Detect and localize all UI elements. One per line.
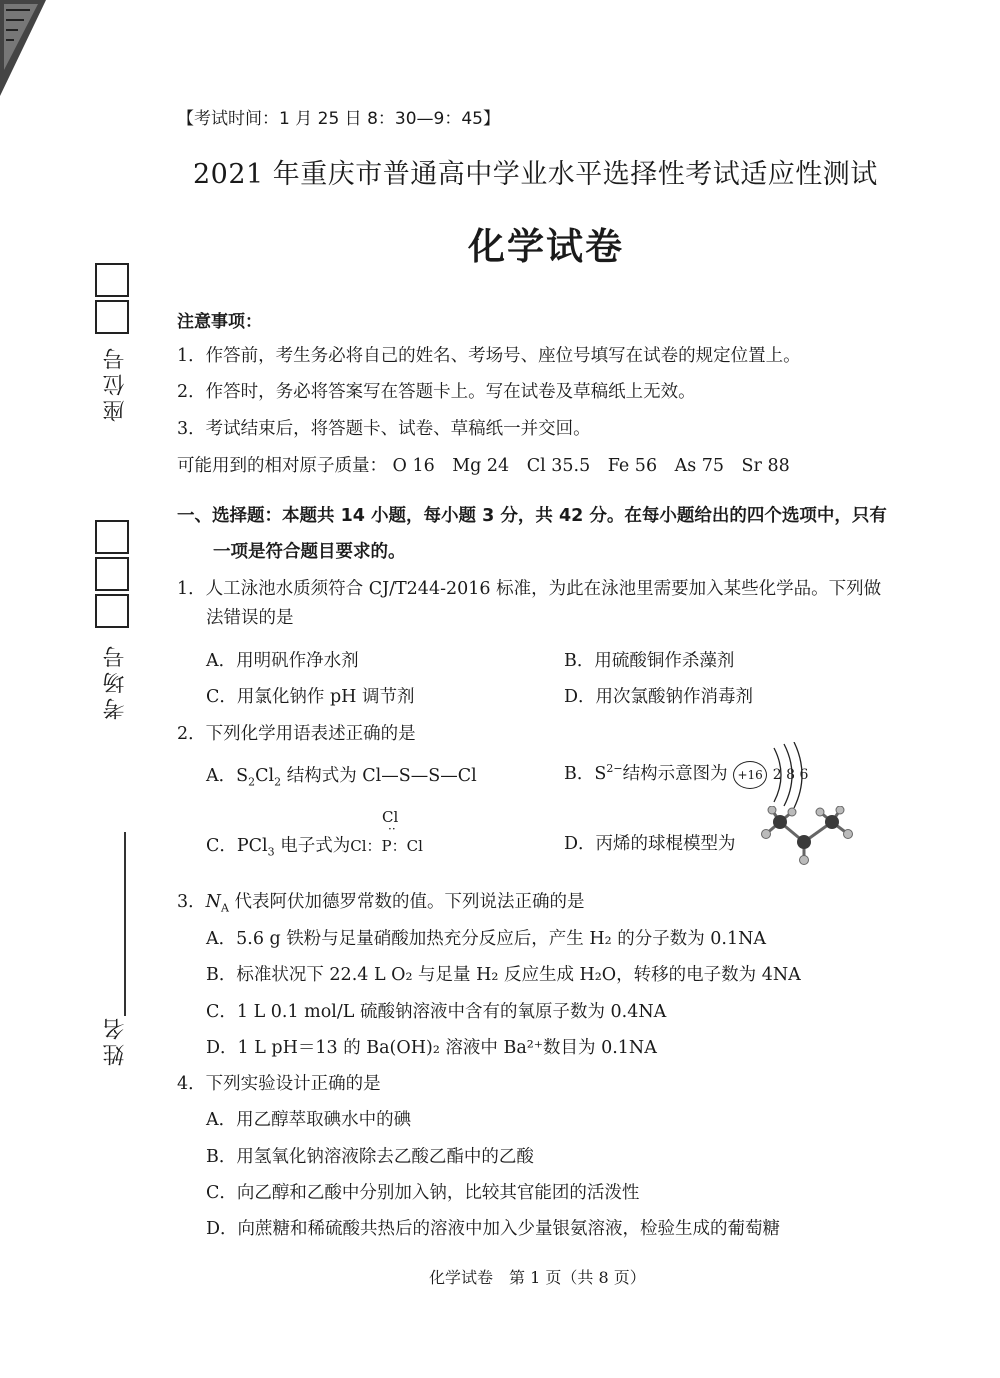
q3-stem: 3．$N_A$ 代表阿伏加德罗常数的值。下列说法正确的是 (177, 892, 585, 915)
q2-option-a (206, 762, 477, 789)
notice-heading: 注意事项： (177, 312, 262, 332)
propene-ball-stick-model (754, 806, 864, 868)
room-number-box-3[interactable] (95, 594, 129, 628)
q4-option-a: A．用乙醇萃取碘水中的碘 (206, 1110, 412, 1130)
q2-c-sub: 3 (267, 845, 275, 859)
q4-option-b: B．用氢氧化钠溶液除去乙酸乙酯中的乙酸 (206, 1147, 534, 1167)
q1-option-a: A．用明矾作净水剂 (206, 651, 359, 671)
notice-item-1: 1．作答前，考生务必将自己的姓名、考场号、座位号填写在试卷的规定位置上。 (177, 346, 801, 366)
notice-item-3: 3．考试结束后，将答题卡、试卷、草稿纸一并交回。 (177, 419, 591, 439)
q1-option-d: D．用次氯酸钠作消毒剂 (564, 687, 754, 707)
q2-b-rest: 结构示意图为 (622, 764, 728, 784)
q2-b-sup: 2− (606, 762, 623, 776)
q2-c-rest: 电子式为 (274, 836, 351, 856)
section-heading-cont: 一项是符合题目要求的。 (213, 542, 406, 562)
page-footer: 化学试卷 第 1 页（共 8 页） (429, 1268, 646, 1287)
exam-time: 【考试时间：1 月 25 日 8：30—9：45】 (177, 109, 500, 129)
q3-option-b: B．标准状况下 22.4 L O₂ 与足量 H₂ 反应生成 H₂O，转移的电子数为 4NA (206, 965, 801, 985)
seat-number-box-2[interactable] (95, 300, 129, 334)
q2-c-top-cl: Cl (382, 808, 399, 826)
electron-shells: 2 8 6 (772, 767, 809, 783)
q3-option-c: C．1 L 0.1 mol/L 硫酸钠溶液中含有的氧原子数为 0.4NA (206, 1002, 667, 1022)
q4-option-d: D．向蔗糖和稀硫酸共热后的溶液中加入少量银氨溶液，检验生成的葡萄糖 (206, 1219, 781, 1239)
section-heading: 一、选择题：本题共 14 小题，每小题 3 分，共 42 分。在每小题给出的四个选项中，只有 (177, 506, 887, 526)
q1-stem: 1．人工泳池水质须符合 CJ/T244-2016 标准，为此在泳池里需要加入某些化学品。下列做 (177, 579, 882, 599)
corner-scan-artifact (0, 0, 50, 100)
page-title: 2021 年重庆市普通高中学业水平选择性考试适应性测试 (193, 159, 878, 190)
q1-option-b: B．用硫酸铜作杀藻剂 (564, 651, 735, 671)
q2-stem: 2．下列化学用语表述正确的是 (177, 724, 416, 744)
seat-number-box-1[interactable] (95, 263, 129, 297)
q1-stem-cont: 法错误的是 (206, 608, 294, 628)
room-number-label: 考场号 (103, 642, 128, 720)
q3-option-d: D．1 L pH＝13 的 Ba(OH)₂ 溶液中 Ba²⁺数目为 0.1NA (206, 1038, 657, 1058)
q2-a-sub1: 2 (248, 775, 256, 789)
q3-stem-rest: 代表阿伏加德罗常数的值。下列说法正确的是 (228, 892, 585, 912)
q4-option-c: C．向乙醇和乙酸中分别加入钠，比较其官能团的活泼性 (206, 1183, 640, 1203)
q2-c-prefix: C．PCl (206, 836, 268, 856)
room-number-box-1[interactable] (95, 520, 129, 554)
q2-a-prefix: A．S (206, 766, 249, 786)
notice-item-2: 2．作答时，务必将答案写在答题卡上。写在试卷及草稿纸上无效。 (177, 382, 696, 402)
q2-b-prefix: B．S (564, 764, 607, 784)
q3-na: N (205, 892, 221, 912)
q2-a-rest: 结构式为 Cl—S—S—Cl (281, 766, 477, 786)
subject-title: 化学试卷 (468, 224, 624, 268)
q3-option-a: A．5.6 g 铁粉与足量硝酸加热充分反应后，产生 H₂ 的分子数为 0.1NA (206, 929, 767, 949)
atomic-masses: 可能用到的相对原子质量： O 16 Mg 24 Cl 35.5 Fe 56 As 75 Sr 88 (177, 456, 790, 476)
q4-stem: 4．下列实验设计正确的是 (177, 1074, 381, 1094)
q2-a-mid: Cl (255, 766, 275, 786)
nucleus-circle: +16 (733, 761, 767, 789)
q1-option-c: C．用氯化钠作 pH 调节剂 (206, 687, 415, 707)
seat-number-label: 座位号 (103, 344, 128, 422)
q2-c-formula: Cl：P：Cl (350, 837, 423, 855)
q2-c-dots: ·· (388, 822, 396, 836)
q2-a-sub2: 2 (274, 775, 282, 789)
q2-option-c (206, 832, 423, 859)
electron-shell-arcs (770, 742, 810, 808)
name-line[interactable] (124, 832, 126, 1016)
name-label: 姓名 (103, 1014, 128, 1066)
q2-option-d: D．丙烯的球棍模型为 (564, 834, 736, 854)
q3-na-sub: A (220, 901, 229, 915)
room-number-box-2[interactable] (95, 557, 129, 591)
